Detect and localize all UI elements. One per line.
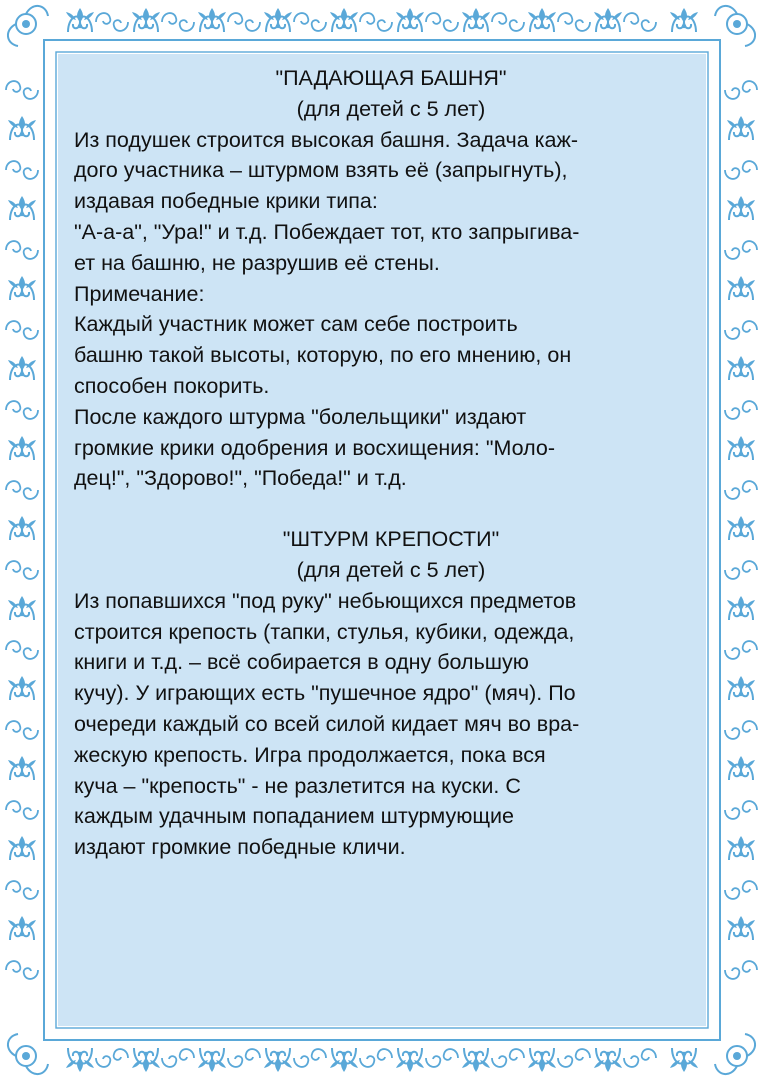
game2-line: жескую крепость. Игра продолжается, пока вся <box>74 742 546 767</box>
game1-line: дого участника – штурмом взять её (запрыгнуть), <box>74 158 568 183</box>
game1-line: ет на башню, не разрушив её стены. <box>74 250 440 275</box>
game1-line: После каждого штурма "болельщики" издают <box>74 404 527 429</box>
game1-line: "А-а-а", "Ура!" и т.д. Побеждает тот, кто запрыгива- <box>74 219 580 244</box>
game1-subtitle: (для детей с 5 лет) <box>296 96 486 121</box>
game2-line: каждым удачным попаданием штурмующие <box>74 804 514 829</box>
content-column <box>74 63 694 863</box>
game-falling-tower <box>74 63 694 494</box>
game1-line: способен покорить. <box>74 373 270 398</box>
game1-line: Каждый участник может сам себе построить <box>74 312 518 337</box>
section-gap <box>74 494 694 524</box>
game2-line: издают громкие победные кличи. <box>74 835 406 860</box>
game2-title: "ШТУРМ КРЕПОСТИ" <box>282 527 500 552</box>
game1-line: башню такой высоты, которую, по его мнению, он <box>74 343 572 368</box>
game1-title: "ПАДАЮЩАЯ БАШНЯ" <box>275 66 507 90</box>
game2-line: Из попавшихся "под руку" небьющихся предметов <box>74 588 577 613</box>
game1-line: громкие крики одобрения и восхищения: "Моло- <box>74 435 556 460</box>
game2-subtitle: (для детей с 5 лет) <box>296 557 486 582</box>
game-storm-fortress <box>74 524 694 863</box>
game1-line: дец!", "Здорово!", "Победа!" и т.д. <box>74 466 407 491</box>
game2-line: кучу). У играющих есть "пушечное ядро" (мяч). По <box>74 681 576 706</box>
game2-line: очереди каждый со всей силой кидает мяч во вра- <box>74 711 580 736</box>
game1-line: Примечание: <box>74 281 205 306</box>
game2-line: куча – "крепость" - не разлетится на куски. С <box>74 773 521 798</box>
game2-line: строится крепость (тапки, стулья, кубики, одежда, <box>74 619 575 644</box>
game2-line: книги и т.д. – всё собирается в одну большую <box>74 650 529 675</box>
game1-line: Из подушек строится высокая башня. Задача каж- <box>74 127 579 152</box>
game1-line: издавая победные крики типа: <box>74 189 378 214</box>
